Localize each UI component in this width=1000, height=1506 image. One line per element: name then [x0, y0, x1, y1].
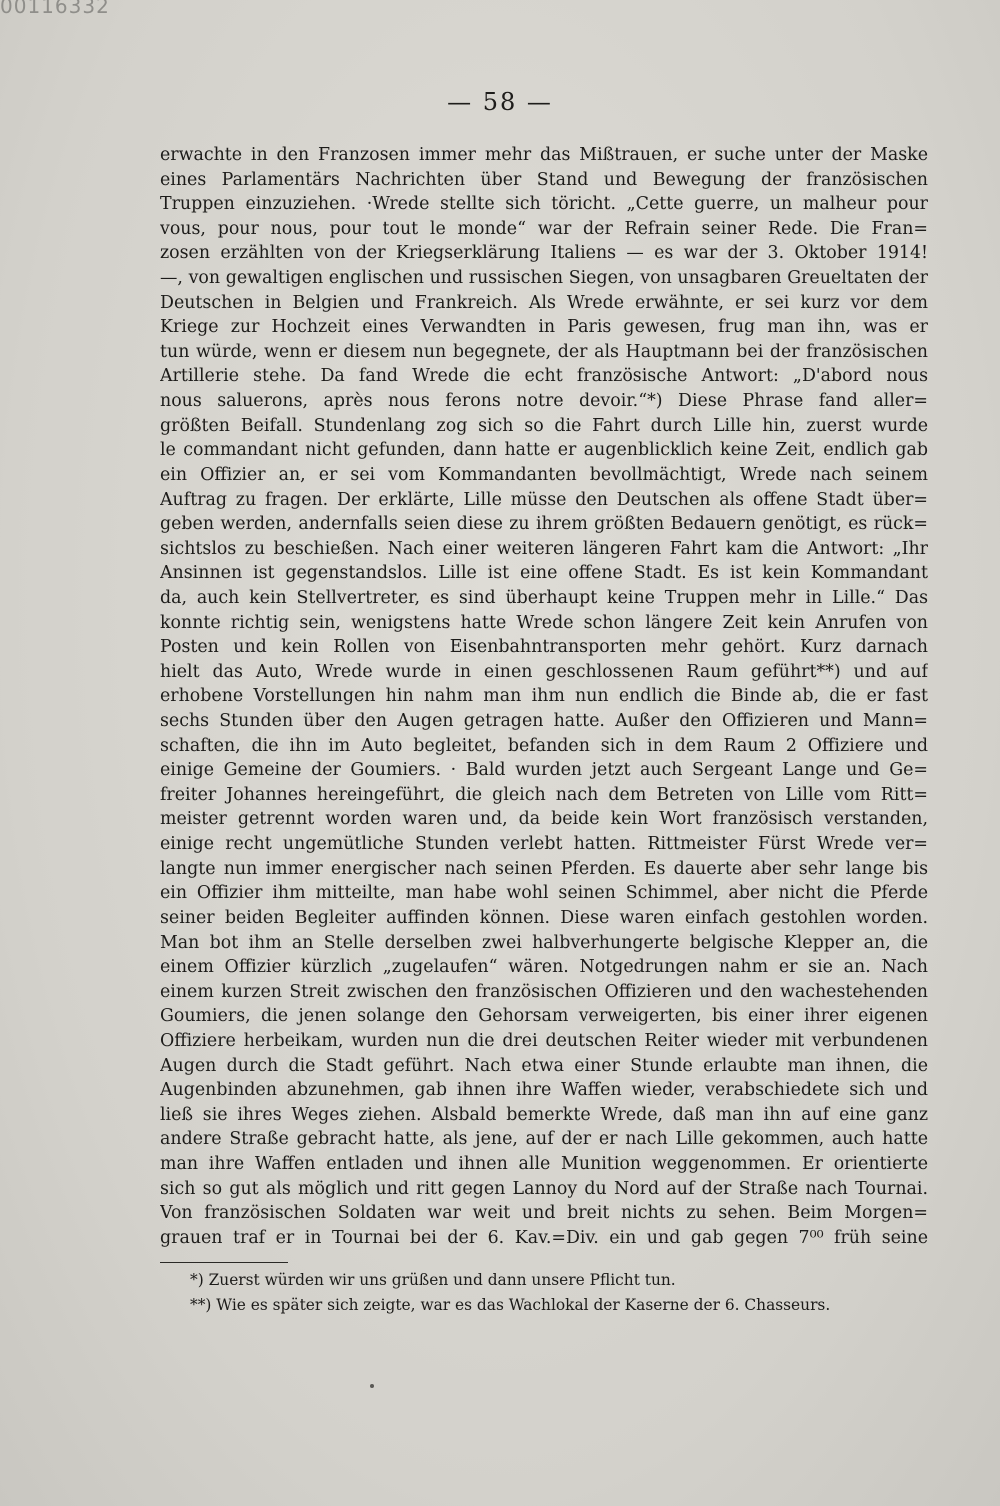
archive-mark: 00116332 [0, 0, 110, 18]
text-line: erhobene Vorstellungen hin nahm man ihm nun endlich die Binde ab, die er fast [160, 686, 928, 707]
text-line: Goumiers, die jenen solange den Gehorsam verweigerten, bis einer ihrer eigenen [160, 1006, 928, 1027]
text-line: grauen traf er in Tournai bei der 6. Kav.=Div. ein und gab gegen 7⁰⁰ früh seine [160, 1227, 928, 1248]
text-line: Augen durch die Stadt geführt. Nach etwa einer Stunde erlaubte man ihnen, die [160, 1055, 928, 1076]
body-text [160, 143, 928, 1250]
text-line: ein Offizier ihm mitteilte, man habe wohl seinen Schimmel, aber nicht die Pferde [160, 883, 928, 904]
text-line: sich so gut als möglich und ritt gegen Lannoy du Nord auf der Straße nach Tournai. [160, 1178, 928, 1199]
text-line: sechs Stunden über den Augen getragen hatte. Außer den Offizieren und Mann= [160, 711, 928, 732]
text-line: größten Beifall. Stundenlang zog sich so die Fahrt durch Lille hin, zuerst wurde [160, 415, 928, 436]
text-line: Deutschen in Belgien und Frankreich. Als Wrede erwähnte, er sei kurz vor dem [160, 292, 928, 313]
text-line: Man bot ihm an Stelle derselben zwei halbverhungerte belgische Klepper an, die [160, 932, 928, 953]
text-line: Artillerie stehe. Da fand Wrede die echt französische Antwort: „D'abord nous [160, 366, 928, 387]
text-line: sichtslos zu beschießen. Nach einer weiteren längeren Fahrt kam die Antwort: „Ihr [160, 538, 928, 559]
text-line: Posten und kein Rollen von Eisenbahntransporten mehr gehört. Kurz darnach [160, 637, 928, 658]
text-line: langte nun immer energischer nach seinen Pferden. Es dauerte aber sehr lange bis [160, 858, 928, 879]
text-line: einem kurzen Streit zwischen den französischen Offizieren und den wachestehenden [160, 981, 928, 1002]
text-line: zosen erzählten von der Kriegserklärung Italiens — es war der 3. Oktober 1914! [160, 243, 928, 264]
text-line: einem Offizier kürzlich „zugelaufen“ wären. Notgedrungen nahm er sie an. Nach [160, 957, 928, 978]
text-line: schaften, die ihn im Auto begleitet, befanden sich in dem Raum 2 Offiziere und [160, 735, 928, 756]
footnotes [190, 1268, 930, 1318]
text-line: —, von gewaltigen englischen und russischen Siegen, von unsagbaren Greueltaten der [160, 268, 928, 289]
text-line: eines Parlamentärs Nachrichten über Stand und Bewegung der französischen [160, 169, 928, 190]
text-line: Von französischen Soldaten war weit und breit nichts zu sehen. Beim Morgen= [160, 1203, 928, 1224]
text-line: ein Offizier an, er sei vom Kommandanten bevollmächtigt, Wrede nach seinem [160, 464, 928, 485]
footnote: **) Wie es später sich zeigte, war es das Wachlokal der Kaserne der 6. Chasseurs. [190, 1296, 831, 1314]
text-line: Augenbinden abzunehmen, gab ihnen ihre Waffen wieder, verabschiedete sich und [160, 1080, 928, 1101]
text-line: konnte richtig sein, wenigstens hatte Wrede schon längere Zeit kein Anrufen von [160, 612, 928, 633]
text-line: Auftrag zu fragen. Der erklärte, Lille müsse den Deutschen als offene Stadt über= [160, 489, 928, 510]
text-line: tun würde, wenn er diesem nun begegnete, der als Hauptmann bei der französischen [160, 341, 928, 362]
text-line: erwachte in den Franzosen immer mehr das Mißtrauen, er suche unter der Maske [160, 145, 928, 165]
text-line: nous saluerons, après nous ferons notre devoir.“*) Diese Phrase fand aller= [160, 391, 928, 412]
text-line: ließ sie ihres Weges ziehen. Alsbald bemerkte Wrede, daß man ihn auf eine ganz [160, 1104, 928, 1125]
text-line: Truppen einzuziehen. ·Wrede stellte sich töricht. „Cette guerre, un malheur pour [160, 194, 928, 215]
text-line: andere Straße gebracht hatte, als jene, auf der er nach Lille gekommen, auch hatte [160, 1129, 928, 1150]
footnote: *) Zuerst würden wir uns grüßen und dann unsere Pflicht tun. [190, 1271, 676, 1289]
text-line: einige recht ungemütliche Stunden verlebt hatten. Rittmeister Fürst Wrede ver= [160, 834, 928, 855]
text-line: einige Gemeine der Goumiers. · Bald wurden jetzt auch Sergeant Lange und Ge= [160, 760, 928, 781]
page-number: — 58 — [447, 88, 553, 116]
text-line: freiter Johannes hereingeführt, die gleich nach dem Betreten von Lille vom Ritt= [160, 784, 928, 805]
text-line: Offiziere herbeikam, wurden nun die drei deutschen Reiter wieder mit verbundenen [160, 1030, 928, 1051]
text-line: vous, pour nous, pour tout le monde“ war der Refrain seiner Rede. Die Fran= [160, 218, 928, 239]
text-line: geben werden, andernfalls seien diese zu ihrem größten Bedauern genötigt, es rück= [160, 514, 928, 535]
text-line: meister getrennt worden waren und, da beide kein Wort französisch verstanden, [160, 809, 928, 830]
footnote-separator [160, 1262, 288, 1263]
text-line: man ihre Waffen entladen und ihnen alle Munition weggenommen. Er orientierte [160, 1153, 928, 1174]
text-line: hielt das Auto, Wrede wurde in einen geschlossenen Raum geführt**) und auf [160, 661, 928, 682]
text-line: le commandant nicht gefunden, dann hatte er augenblicklich keine Zeit, endlich gab [160, 440, 928, 461]
text-line: Kriege zur Hochzeit eines Verwandten in Paris gewesen, frug man ihn, was er [160, 317, 928, 338]
text-line: seiner beiden Begleiter auffinden können. Diese waren einfach gestohlen worden. [160, 907, 928, 928]
text-line: Ansinnen ist gegenstandslos. Lille ist eine offene Stadt. Es ist kein Kommandant [160, 563, 928, 584]
text-line: da, auch kein Stellvertreter, es sind überhaupt keine Truppen mehr in Lille.“ Das [160, 587, 928, 608]
page-speck [370, 1384, 374, 1388]
